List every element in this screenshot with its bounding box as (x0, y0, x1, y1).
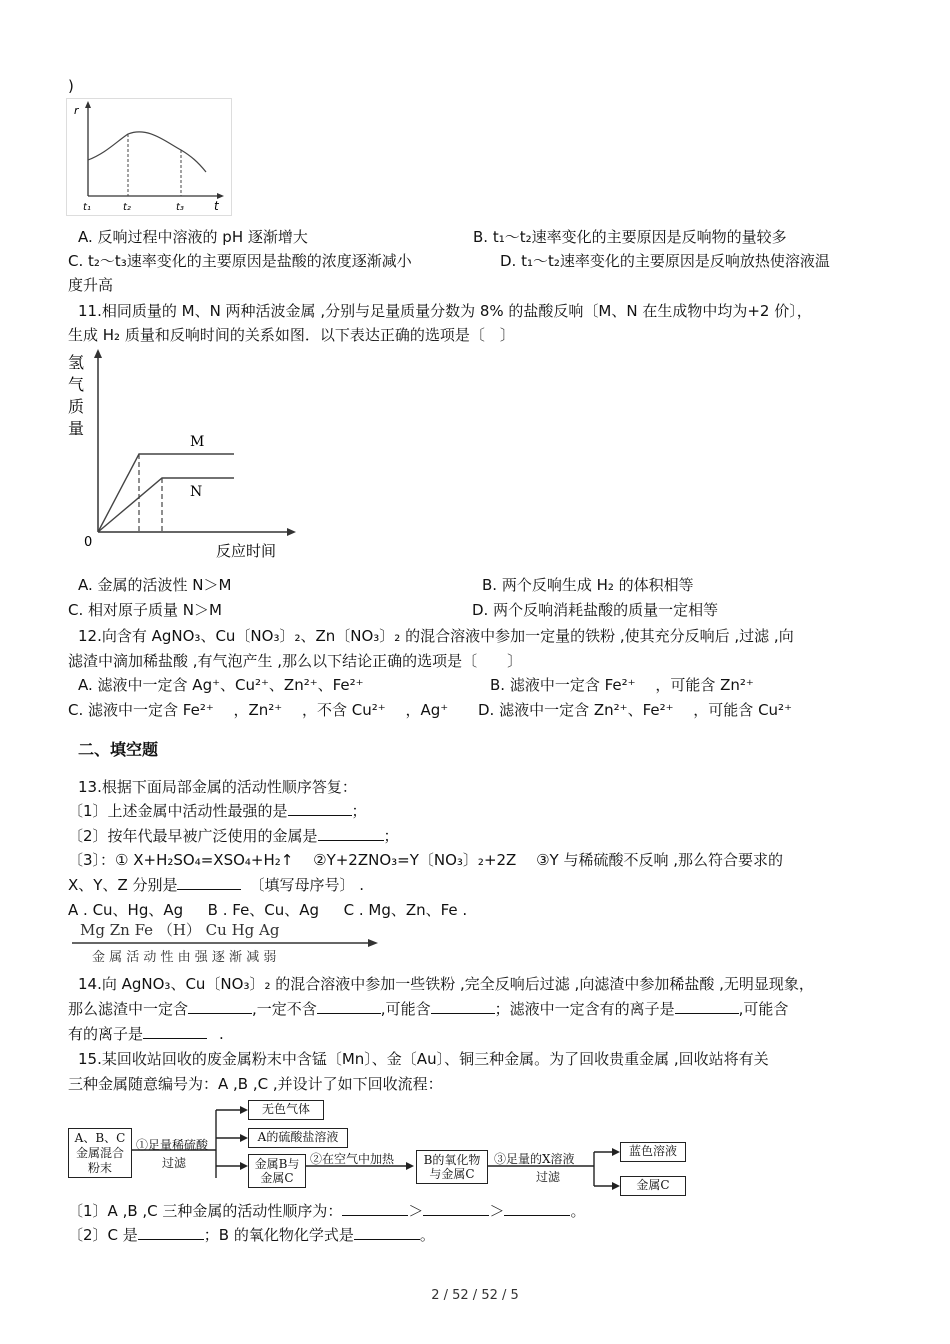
flow-step-2: ②在空气中加热 (310, 1152, 395, 1166)
q12-stem-2: 滤渣中滴加稀盐酸 ,有气泡产生 ,那么以下结论正确的选项是〔 〕 (68, 652, 523, 670)
q13-part-1-text: 〔1〕上述金属中活动性最强的是 (68, 802, 288, 820)
flow-box-gas: 无色气体 (248, 1100, 324, 1120)
flow-step-3: ③足量的X溶液 (494, 1152, 575, 1166)
q15-gt-2: ＞ (489, 1202, 505, 1220)
q13-blank-3[interactable] (177, 875, 241, 890)
y-label-4: 量 (68, 419, 85, 438)
q10-option-d-cont: 度升高 (68, 276, 114, 294)
label-m: M (190, 434, 205, 450)
flow-box-sulfate: A的硫酸盐溶液 (248, 1128, 348, 1148)
q12-option-a: A. 滤液中一定含 Ag⁺、Cu²⁺、Zn²⁺、Fe²⁺ (78, 676, 364, 694)
q13-blank-2[interactable] (318, 826, 384, 841)
q14-line-3 (68, 1023, 224, 1045)
q14-line-1: 14.向 AgNO₃、Cu〔NO₃〕₂ 的混合溶液中参加一些铁粉 ,完全反响后过滤 ,向滤渣中参加稀盐酸 ,无明显现象， (78, 975, 814, 993)
q15-part-2-text-a: 〔2〕C 是 (68, 1226, 138, 1244)
q11-option-b: B. 两个反响生成 H₂ 的体积相等 (482, 576, 694, 594)
curve-n (98, 478, 234, 532)
activity-series (68, 919, 382, 967)
q14-text-d: ；滤液中一定含有的离子是 (494, 1000, 675, 1018)
q14-text-c: ,可能含 (380, 1000, 431, 1018)
q15-blank-2[interactable] (423, 1201, 489, 1216)
q11-option-c: C. 相对原子质量 N＞M (68, 601, 222, 619)
page-footer: 2 / 52 / 52 / 5 (431, 1288, 519, 1303)
rate-curve (88, 132, 206, 172)
q13-part-2-end: ； (383, 827, 399, 845)
flow-step-1: ①足量稀硫酸 (136, 1138, 209, 1152)
q12-option-d: D. 滤液中一定含 Zn²⁺、Fe²⁺ ，可能含 Cu²⁺ (478, 701, 792, 719)
q15-blank-1[interactable] (342, 1201, 408, 1216)
flow-box-blue-solution: 蓝色溶液 (620, 1142, 686, 1162)
q13-part-3b-end: 〔填写母序号〕 . (249, 876, 365, 894)
q15-part-1-end: 。 (570, 1202, 586, 1220)
q14-blank-5[interactable] (143, 1024, 207, 1039)
q11-option-a: A. 金属的活波性 N＞M (78, 576, 232, 594)
q14-text-g: . (219, 1025, 224, 1043)
q15-line-1: 15.某回收站回收的废金属粉末中含锰〔Mn〕、金〔Au〕、铜三种金属。为了回收贵重金属 ,回收站将有关 (78, 1050, 769, 1068)
y-axis-label: r (74, 104, 79, 117)
q15-part-1 (68, 1200, 585, 1222)
q14-text-b: ,一定不含 (252, 1000, 317, 1018)
flow-box-metal-c: 金属C (620, 1176, 686, 1196)
q10-option-a: A. 反响过程中溶液的 pH 逐渐增大 (78, 228, 308, 246)
section-heading: 二、填空题 (78, 740, 159, 759)
recycle-flow-diagram (66, 1100, 690, 1198)
series-metals: Mg Zn Fe （H） Cu Hg Ag (80, 921, 280, 939)
q14-text-e: ,可能含 (738, 1000, 789, 1018)
x-axis-label: 反应时间 (216, 542, 277, 560)
q13-part-1-end: ； (351, 802, 367, 820)
q15-gt-1: ＞ (408, 1202, 424, 1220)
flow-step-3-filter: 过滤 (536, 1170, 561, 1184)
tick-t1: t₁ (83, 202, 91, 213)
curve-m (98, 454, 234, 532)
x-axis-label: t (214, 199, 219, 213)
origin-label: 0 (84, 535, 93, 550)
q10-option-c: C. t₂～t₃速率变化的主要原因是盐酸的浓度逐渐减小 (68, 252, 412, 270)
q14-text-f: 有的离子是 (68, 1025, 144, 1043)
q15-part-2-end: 。 (419, 1226, 435, 1244)
q15-blank-3[interactable] (504, 1201, 570, 1216)
q15-part-2-text-b: ；B 的氧化物化学式是 (203, 1226, 354, 1244)
q15-part-1-text: 〔1〕A ,B ,C 三种金属的活动性顺序为： (68, 1202, 343, 1220)
q15-part-2 (68, 1224, 435, 1246)
tick-t3: t₃ (176, 202, 184, 213)
q13-part-3a: 〔3〕：① X+H₂SO₄=XSO₄+H₂↑ ②Y+2ZNO₃=Y〔NO₃〕₂+2Z ③Y 与稀硫酸不反响 ,那么符合要求的 (68, 851, 784, 869)
hydrogen-mass-graph (64, 346, 304, 564)
y-label-3: 质 (68, 397, 85, 416)
q13-part-3b (68, 874, 364, 896)
flow-box-mixed-powder: A、B、C 金属混合 粉末 (68, 1128, 132, 1178)
y-label-1: 氢 (68, 353, 85, 372)
flow-step-1-filter: 过滤 (162, 1156, 187, 1170)
rate-time-graph (66, 98, 232, 216)
q12-stem-1: 12.向含有 AgNO₃、Cu〔NO₃〕₂、Zn〔NO₃〕₂ 的混合溶液中参加一定量的铁粉 ,使其充分反响后 ,过滤 ,向 (78, 627, 794, 645)
q11-option-d: D. 两个反响消耗盐酸的质量一定相等 (472, 601, 719, 619)
q13-options: A . Cu、Hg、Ag B . Fe、Cu、Ag C . Mg、Zn、Fe . (68, 901, 468, 919)
q10-option-d: D. t₁～t₂速率变化的主要原因是反响放热使溶液温 (500, 252, 830, 270)
q14-line-2 (68, 998, 788, 1020)
q12-option-b: B. 滤液中一定含 Fe²⁺ ，可能含 Zn²⁺ (490, 676, 754, 694)
flow-box-oxide: B的氧化物 与金属C (416, 1150, 488, 1184)
q14-blank-4[interactable] (675, 999, 739, 1014)
q11-stem-2: 生成 H₂ 质量和反响时间的关系如图．以下表达正确的选项是〔 〕 (68, 326, 515, 344)
q14-blank-3[interactable] (431, 999, 495, 1014)
q14-blank-2[interactable] (317, 999, 381, 1014)
q14-text-a: 那么滤渣中一定含 (68, 1000, 189, 1018)
q12-option-c: C. 滤液中一定含 Fe²⁺ ，Zn²⁺ ，不含 Cu²⁺ ，Ag⁺ (68, 701, 449, 719)
series-label: 金 属 活 动 性 由 强 逐 渐 减 弱 (92, 950, 277, 965)
flow-box-metal-bc: 金属B与 金属C (248, 1154, 306, 1188)
q15-blank-4[interactable] (138, 1225, 204, 1240)
q15-line-2: 三种金属随意编号为：A ,B ,C ,并设计了如下回收流程： (68, 1075, 443, 1093)
q10-option-b: B. t₁～t₂速率变化的主要原因是反响物的量较多 (473, 228, 787, 246)
tick-t2: t₂ (123, 202, 131, 213)
q13-part-2 (68, 825, 399, 847)
continued-paren: ) (68, 77, 74, 95)
label-n: N (190, 484, 203, 500)
q13-part-1 (68, 800, 367, 822)
q13-blank-1[interactable] (288, 801, 352, 816)
q11-stem-1: 11.相同质量的 M、N 两种活波金属 ,分别与足量质量分数为 8% 的盐酸反响〔M、N 在生成物中均为+2 价〕， (78, 302, 812, 320)
q15-blank-5[interactable] (354, 1225, 420, 1240)
y-label-2: 气 (68, 375, 85, 394)
q13-part-3b-text: X、Y、Z 分别是 (68, 876, 178, 894)
q13-part-2-text: 〔2〕按年代最早被广泛使用的金属是 (68, 827, 318, 845)
q13-stem: 13.根据下面局部金属的活动性顺序答复： (78, 778, 357, 796)
q14-blank-1[interactable] (188, 999, 252, 1014)
